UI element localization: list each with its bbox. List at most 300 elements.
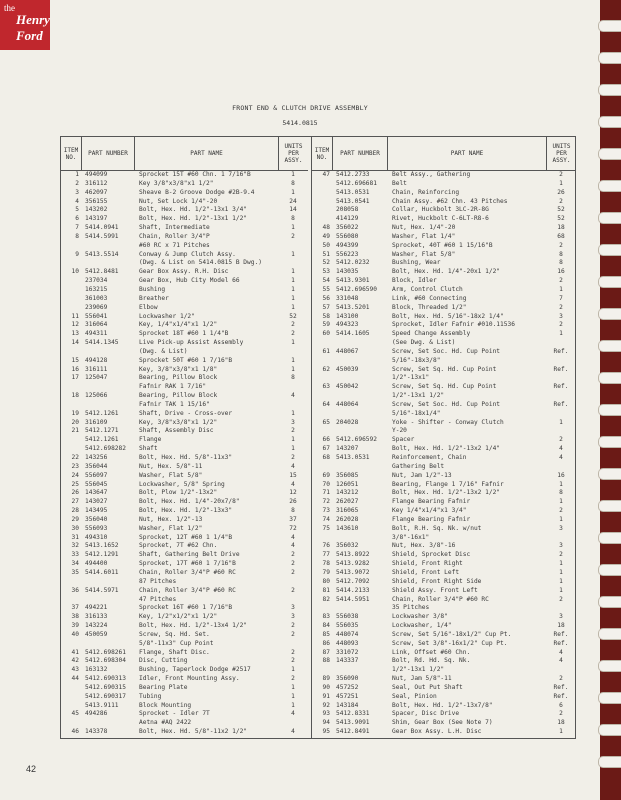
part-name: #60 RC x 71 Pitches	[139, 241, 210, 249]
units: 4	[291, 542, 295, 550]
part-name: Key, 3/8"x3/8"x1 1/2"	[139, 418, 218, 426]
binder-hole	[598, 436, 621, 448]
logo-ford: Ford	[16, 28, 43, 43]
part-number: 5412.8331	[336, 710, 370, 718]
item-no: 15	[71, 356, 79, 364]
units: 1	[559, 577, 563, 585]
part-number: 457252	[336, 683, 359, 691]
part-name: Shaft, Assembly Disc	[139, 427, 214, 435]
table-row	[61, 719, 308, 728]
units: 2	[559, 277, 563, 285]
units: 2	[291, 330, 295, 338]
part-name: (Dwg. & List)	[139, 347, 188, 355]
part-number: 5412.696681	[336, 179, 377, 187]
part-number: 5414.1345	[85, 339, 119, 347]
table-row	[312, 542, 576, 551]
part-name: Nut, Hex. 3/8"-16	[392, 542, 456, 550]
item-no: 59	[322, 321, 330, 329]
part-number: 5412.690313	[85, 675, 126, 683]
item-no: 81	[322, 586, 330, 594]
part-name: Sprocket, 12T #60 1 1/4"B	[139, 533, 233, 541]
units: 26	[289, 498, 297, 506]
table-row	[61, 251, 308, 260]
part-name: Sprocket - Idler 7T	[139, 710, 210, 718]
binder-hole	[598, 52, 621, 64]
units: 4	[291, 392, 295, 400]
part-name: Spacer	[392, 436, 415, 444]
part-name: 5/8"-11x3" Cup Point	[139, 639, 214, 647]
part-number: 494323	[336, 321, 359, 329]
part-name: 47 Pitches	[139, 595, 177, 603]
table-row	[61, 710, 308, 719]
part-name: Conway & Jump Clutch Assy.	[139, 250, 236, 258]
table-row	[312, 516, 576, 525]
item-no: 26	[71, 489, 79, 497]
part-number: 143202	[85, 206, 108, 214]
part-name: 1/2"-13x1"	[392, 374, 430, 382]
units: 2	[291, 675, 295, 683]
item-no: 55	[322, 285, 330, 293]
units: 1	[291, 188, 295, 196]
table-row	[61, 445, 308, 454]
units: 3	[559, 542, 563, 550]
item-no: 91	[322, 692, 330, 700]
part-number: 5412.698282	[85, 445, 126, 453]
part-name: Sprocket 15T #60 Chn. 1 7/16"B	[139, 171, 251, 178]
units: Ref.	[553, 383, 569, 391]
part-number: 262028	[336, 515, 359, 523]
item-no: 3	[75, 188, 79, 196]
part-name: Bolt, Hex. Hd. 5/8"-11x3"	[139, 454, 233, 461]
units: 52	[289, 312, 297, 320]
item-no: 43	[71, 666, 79, 674]
table-row	[61, 348, 308, 357]
table-header-left	[61, 137, 308, 171]
item-no: 76	[322, 542, 330, 550]
item-no: 13	[71, 330, 79, 338]
units: 2	[559, 507, 563, 515]
table-row	[312, 330, 576, 339]
part-number: 5413.9111	[85, 701, 119, 709]
units: 8	[559, 250, 563, 258]
part-number: 5413.0531	[336, 188, 370, 196]
part-name: Bolt, Hex. Hd. 1/2"-13x3"	[139, 507, 233, 515]
table-row	[312, 198, 576, 207]
part-name: Y-20	[392, 427, 407, 435]
table-row	[312, 525, 576, 534]
header-units: UNITS PER ASSY.	[284, 143, 303, 164]
part-number: 5412.1291	[85, 551, 119, 559]
units: 14	[289, 206, 297, 214]
part-number: 5413.0531	[336, 454, 370, 461]
item-no: 53	[322, 268, 330, 276]
units: 2	[291, 454, 295, 461]
part-name: Belt	[392, 179, 407, 187]
table-row	[61, 286, 308, 295]
item-no: 25	[71, 480, 79, 488]
part-name: Arm, Control Clutch	[392, 285, 463, 293]
part-name: Lockwasher 3/8"	[392, 613, 448, 621]
part-number: 5413.5514	[85, 250, 119, 258]
table-row	[61, 321, 308, 330]
units: 1	[291, 277, 295, 285]
binder-hole	[598, 596, 621, 608]
part-name: 1/2"-13x1 1/2"	[392, 392, 445, 400]
item-no: 40	[71, 630, 79, 638]
table-row	[312, 233, 576, 242]
units: 26	[557, 188, 565, 196]
units: 3	[559, 524, 563, 532]
henry-ford-logo	[0, 0, 50, 50]
item-no: 36	[71, 586, 79, 594]
item-no: 57	[322, 303, 330, 311]
part-number: 356022	[336, 224, 359, 232]
table-row	[312, 366, 576, 375]
table-row	[312, 702, 576, 711]
table-row	[312, 684, 576, 693]
units: 7	[559, 294, 563, 302]
units: 4	[291, 710, 295, 718]
part-number: 143184	[336, 701, 359, 709]
part-name: Screw, Sq. Hd. Set.	[139, 630, 210, 638]
units: 1	[291, 365, 295, 373]
units: 2	[291, 622, 295, 630]
table-row	[61, 366, 308, 375]
part-name: Link, Offset #60 Chn.	[392, 648, 471, 656]
part-number: 5412.690317	[85, 692, 126, 700]
header-part-name: PART NAME	[388, 137, 547, 170]
part-name: Screw, Set 5/16"-18x1/2" Cup Pt.	[392, 630, 512, 638]
table-row	[61, 489, 308, 498]
units: 3	[291, 418, 295, 426]
part-number: 5414.2133	[336, 586, 370, 594]
units: 1	[291, 250, 295, 258]
table-row	[61, 551, 308, 560]
item-no: 20	[71, 418, 79, 426]
part-name: Fafnir TAK 1 15/16"	[139, 400, 210, 408]
part-number: 5413.0541	[336, 197, 370, 205]
part-name: Nut, Jam 5/8"-11	[392, 675, 452, 683]
binder-hole	[598, 564, 621, 576]
binder-hole	[598, 116, 621, 128]
part-name: Bushing, Taperlock Dodge #2517	[139, 666, 251, 674]
table-row	[312, 339, 576, 348]
part-number: 5412.0232	[336, 259, 370, 267]
units: 3	[291, 604, 295, 612]
part-number: 361003	[85, 294, 108, 302]
part-name: Spacer, Disc Drive	[392, 710, 460, 718]
units: Ref.	[553, 639, 569, 647]
part-name: Shaft, Gathering Belt Drive	[139, 551, 240, 559]
item-no: 21	[71, 427, 79, 435]
part-name: Link, #60 Connecting	[392, 294, 467, 302]
part-name: Shim, Gear Box (See Note 7)	[392, 719, 493, 727]
part-number: 5414.6011	[85, 568, 119, 576]
units: 52	[557, 206, 565, 214]
units: 2	[291, 560, 295, 568]
part-name: Key 3/8"x3/8"x1 1/2"	[139, 179, 214, 187]
units: Ref.	[553, 365, 569, 373]
part-number: 556097	[85, 471, 108, 479]
part-name: Seal, Out Put Shaft	[392, 683, 463, 691]
table-row	[312, 463, 576, 472]
table-row	[61, 357, 308, 366]
table-row	[61, 525, 308, 534]
part-number: 143647	[85, 489, 108, 497]
units: 1	[559, 498, 563, 506]
part-name: Collar, Huckbolt 3LC-2R-8G	[392, 206, 489, 214]
part-name: Flange Bearing Fafnir	[392, 515, 471, 523]
part-name: Bolt, Hex. Hd. 1/2"-13x7/8"	[392, 701, 493, 709]
part-name: Chain Assy. #62 Chn. 43 Pitches	[392, 197, 508, 205]
part-name: Block Mounting	[139, 701, 192, 709]
units: 18	[557, 224, 565, 232]
binder-hole	[598, 372, 621, 384]
table-row	[312, 675, 576, 684]
units: 2	[291, 321, 295, 329]
table-row	[312, 313, 576, 322]
part-name: Bearing, Pillow Block	[139, 374, 218, 382]
part-name: Seal, Pinion	[392, 692, 437, 700]
part-name: Nut, Hex. 1/4"-20	[392, 224, 456, 232]
part-number: 5414.0941	[85, 224, 119, 232]
table-row	[61, 427, 308, 436]
units: 1	[291, 692, 295, 700]
item-no: 77	[322, 551, 330, 559]
units: 1	[291, 436, 295, 444]
part-number: 5412.1261	[85, 409, 119, 417]
units: 1	[559, 179, 563, 187]
units: 1	[291, 445, 295, 453]
table-row	[312, 622, 576, 631]
table-row	[312, 427, 576, 436]
table-row	[312, 604, 576, 613]
table-row	[61, 189, 308, 198]
item-no: 87	[322, 648, 330, 656]
table-row	[312, 321, 576, 330]
table-row	[312, 383, 576, 392]
table-row	[312, 710, 576, 719]
item-no: 16	[71, 365, 79, 373]
table-row	[61, 587, 308, 596]
table-row	[312, 728, 576, 737]
parts-table-right	[311, 137, 576, 738]
units: 4	[291, 462, 295, 470]
part-number: 494399	[336, 241, 359, 249]
part-name: Bearing Plate	[139, 683, 188, 691]
part-number: 143197	[85, 215, 108, 223]
units: 1	[559, 560, 563, 568]
part-number: 448067	[336, 347, 359, 355]
item-no: 30	[71, 524, 79, 532]
units: 1	[291, 701, 295, 709]
units: 4	[291, 728, 295, 736]
part-number: 125047	[85, 374, 108, 382]
units: 4	[559, 445, 563, 453]
part-name: Bearing, Pillow Block	[139, 392, 218, 400]
part-number: 556045	[85, 480, 108, 488]
part-number: 331072	[336, 648, 359, 656]
header-part-number: PART NUMBER	[82, 137, 135, 170]
item-no: 49	[322, 232, 330, 240]
item-no: 1	[75, 171, 79, 178]
item-no: 63	[322, 383, 330, 391]
part-name: 3/8"-16x1"	[392, 533, 430, 541]
part-name: Flange	[139, 436, 162, 444]
table-row	[61, 693, 308, 702]
units: 4	[291, 533, 295, 541]
item-no: 80	[322, 577, 330, 585]
units: 6	[559, 701, 563, 709]
part-name: Bolt, Hex. Hd. 1/2"-13x2 1/2"	[392, 489, 501, 497]
part-number: 163132	[85, 666, 108, 674]
part-name: Flange, Shaft Disc.	[139, 648, 210, 656]
units: 4	[559, 657, 563, 665]
units: 1	[291, 224, 295, 232]
table-row	[312, 374, 576, 383]
part-name: Key, 1/2"x1/2"x1 1/2"	[139, 613, 218, 621]
part-name: Shield, Front Right	[392, 560, 463, 568]
units: 1	[559, 586, 563, 594]
assembly-part-number: 5414.0815	[282, 119, 318, 127]
part-name: Sprocket, 40T #60 1 15/16"B	[392, 241, 493, 249]
item-no: 82	[322, 595, 330, 603]
binder-hole	[598, 212, 621, 224]
table-row	[312, 489, 576, 498]
part-name: Live Pick-up Assist Assembly	[139, 339, 244, 347]
part-number: 5413.1652	[85, 542, 119, 550]
part-number: 143100	[336, 312, 359, 320]
part-name: Block, Idler	[392, 277, 437, 285]
part-name: Screw, Set Sq. Hd. Cup Point	[392, 365, 497, 373]
table-header-right	[312, 137, 576, 171]
units: 8	[291, 507, 295, 515]
table-row	[312, 481, 576, 490]
part-name: Shield Assy. Front Left	[392, 586, 478, 594]
item-no: 8	[75, 232, 79, 240]
part-name: Yoke - Shifter - Conway Clutch	[392, 418, 504, 426]
units: 1	[559, 285, 563, 293]
units: 15	[289, 471, 297, 479]
part-number: 356085	[336, 471, 359, 479]
part-name: Bearing, Flange 1 7/16" Fafnir	[392, 480, 504, 488]
binder-hole	[598, 20, 621, 32]
part-name: Aetna #AQ 2422	[139, 719, 192, 727]
table-row	[312, 286, 576, 295]
binder-hole	[598, 340, 621, 352]
table-row	[61, 631, 308, 640]
part-number: 5413.8922	[336, 551, 370, 559]
units: Ref.	[553, 347, 569, 355]
item-no: 56	[322, 294, 330, 302]
part-number: 143035	[336, 268, 359, 276]
part-name: Chain, Roller 3/4"P #60 RC	[139, 586, 236, 594]
units: 18	[557, 719, 565, 727]
item-no: 23	[71, 462, 79, 470]
part-number: 262027	[336, 498, 359, 506]
part-name: Gear Box Assy. R.H. Disc	[139, 268, 229, 276]
part-number: 143212	[336, 489, 359, 497]
part-name: Lockwasher 1/2"	[139, 312, 195, 320]
units: 2	[559, 303, 563, 311]
part-name: Speed Change Assembly	[392, 330, 471, 338]
part-name: Bolt, Hex. Hd. 5/8"-11x2 1/2"	[139, 728, 248, 736]
table-row	[312, 277, 576, 286]
item-no: 62	[322, 365, 330, 373]
units: 1	[291, 294, 295, 302]
part-name: Bolt, Hex. Hd. 1/2"-13x1 3/4"	[139, 206, 248, 214]
part-name: Chain, Roller 3/4"P	[139, 232, 210, 240]
table-row	[312, 693, 576, 702]
part-number: 448074	[336, 630, 359, 638]
table-row	[61, 295, 308, 304]
item-no: 7	[75, 224, 79, 232]
units: Ref.	[553, 692, 569, 700]
units: 1	[291, 339, 295, 347]
table-row	[61, 622, 308, 631]
part-name: Sprocket, Idler Fafnir #010.11536	[392, 321, 515, 329]
part-number: 239069	[85, 303, 108, 311]
units: 2	[291, 648, 295, 656]
item-no: 14	[71, 339, 79, 347]
table-row	[61, 498, 308, 507]
units: 2	[291, 568, 295, 576]
part-name: Nut, Hex. 1/2"-13	[139, 515, 203, 523]
part-name: Bushing, Wear	[392, 259, 441, 267]
part-name: Sprocket 18T #60 1 1/4"B	[139, 330, 229, 338]
item-no: 92	[322, 701, 330, 709]
part-name: Key, 3/8"x3/8"x1 1/8"	[139, 365, 218, 373]
item-no: 61	[322, 347, 330, 355]
part-name: Sprocket, 7T #62 Chn.	[139, 542, 218, 550]
part-name: (See Dwg. & List)	[392, 339, 456, 347]
part-name: Screw, Set Sq. Hd. Cup Point	[392, 383, 497, 391]
binder-hole	[598, 628, 621, 640]
part-number: 450039	[336, 365, 359, 373]
table-row	[61, 215, 308, 224]
units: 8	[291, 374, 295, 382]
item-no: 2	[75, 179, 79, 187]
header-part-name: PART NAME	[135, 137, 279, 170]
table-row	[61, 242, 308, 251]
part-number: 450042	[336, 383, 359, 391]
part-name: Idler, Front Mounting Assy.	[139, 675, 240, 683]
units: Ref.	[553, 630, 569, 638]
table-row	[61, 259, 308, 268]
part-number: 556041	[85, 312, 108, 320]
header-units: UNITS PER ASSY.	[552, 143, 571, 164]
part-name: 1/2"-13x1 1/2"	[392, 666, 445, 674]
units: 1	[559, 728, 563, 736]
table-row	[312, 180, 576, 189]
table-row	[312, 534, 576, 543]
part-number: 316109	[85, 418, 108, 426]
part-name: Fafnir RAK 1 7/16"	[139, 383, 207, 391]
units: 3	[559, 312, 563, 320]
units: 1	[291, 303, 295, 311]
part-name: Screw, Set 3/8"-16x1/2" Cup Pt.	[392, 639, 508, 647]
units: 2	[291, 657, 295, 665]
table-row	[61, 383, 308, 392]
item-no: 38	[71, 613, 79, 621]
units: 1	[559, 515, 563, 523]
table-row	[312, 171, 576, 180]
table-row	[312, 419, 576, 428]
item-no: 95	[322, 728, 330, 736]
table-row	[61, 675, 308, 684]
table-row	[61, 578, 308, 587]
part-number: 143378	[85, 728, 108, 736]
